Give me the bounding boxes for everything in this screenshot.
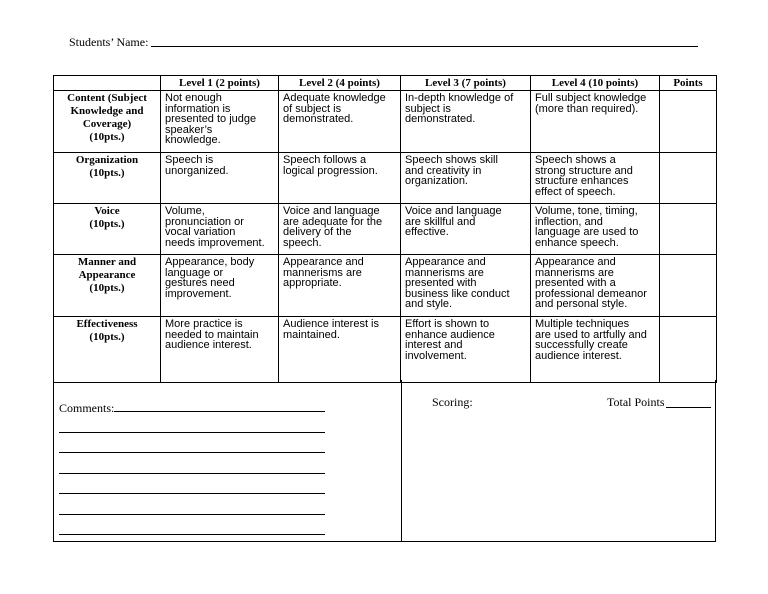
- level-description-text: are skillful and: [405, 215, 476, 228]
- level-description-text: gestures need: [165, 277, 235, 290]
- level-2-cell: [279, 153, 401, 204]
- criterion-text: (10pts.): [89, 282, 125, 294]
- level-description-text: maintained.: [283, 328, 340, 341]
- scoring-label: Scoring:: [432, 395, 473, 409]
- level-description-text: In-depth knowledge of: [405, 92, 514, 104]
- level-description-text: delivery of the: [283, 226, 352, 239]
- level-description-text: knowledge.: [165, 134, 221, 147]
- total-points-field[interactable]: [666, 407, 711, 408]
- level-description-text: professional demeanor: [535, 287, 647, 300]
- level-description-text: speaker’s: [165, 123, 213, 136]
- header-level-2: Level 2 (4 points): [279, 76, 401, 91]
- level-1-cell: [161, 317, 279, 383]
- level-3-cell: [401, 317, 531, 383]
- header-points: Points: [660, 76, 717, 91]
- level-description-text: vocal variation: [165, 226, 236, 239]
- level-description-text: (more than required).: [535, 102, 639, 115]
- level-description-text: involvement.: [405, 349, 467, 362]
- header-row: [54, 76, 717, 91]
- header-level-4: Level 4 (10 points): [531, 76, 660, 91]
- criterion-text: Manner and: [77, 256, 137, 268]
- points-cell[interactable]: [660, 153, 717, 204]
- bottom-section: [53, 380, 716, 542]
- level-description-text: Appearance and: [535, 256, 616, 268]
- student-name-label: Students’ Name:: [69, 35, 149, 49]
- level-4-cell: [531, 255, 660, 317]
- criterion-text: Organization: [75, 154, 139, 166]
- level-description-text: logical progression.: [283, 164, 378, 177]
- criterion-text: (10pts.): [89, 331, 125, 343]
- level-description-text: Not enough: [165, 92, 222, 104]
- level-description-text: structure enhances: [535, 175, 629, 188]
- total-points-label: Total Points: [607, 395, 665, 409]
- level-description-text: Appearance and: [283, 256, 364, 268]
- level-description-text: of subject is: [283, 102, 342, 115]
- level-description-text: needed to maintain: [165, 328, 259, 341]
- level-description-text: effective.: [405, 226, 449, 239]
- level-1-cell: [161, 153, 279, 204]
- level-3-cell: [401, 204, 531, 255]
- level-description-text: unorganized.: [165, 164, 229, 177]
- level-2-cell: [279, 317, 401, 383]
- comments-line[interactable]: [59, 493, 325, 494]
- header-criterion: [54, 76, 161, 91]
- comments-line[interactable]: [59, 432, 325, 433]
- criterion-text: Voice: [94, 205, 120, 217]
- level-description-text: mannerisms are: [405, 266, 484, 279]
- level-4-cell: [531, 204, 660, 255]
- level-description-text: inflection, and: [535, 215, 603, 228]
- level-description-text: More practice is: [165, 318, 243, 330]
- level-description-text: Speech follows a: [283, 154, 367, 166]
- points-cell[interactable]: [660, 317, 717, 383]
- level-description-text: information is: [165, 102, 231, 115]
- criterion-cell: [54, 317, 161, 383]
- level-description-text: enhance audience: [405, 328, 495, 341]
- level-description-text: Voice and language: [283, 205, 380, 217]
- level-1-cell: [161, 204, 279, 255]
- level-4-cell: [531, 317, 660, 383]
- criterion-text: Effectiveness: [76, 318, 138, 330]
- table-row: [54, 153, 717, 204]
- level-description-text: Audience interest is: [283, 318, 379, 330]
- criterion-cell: [54, 91, 161, 153]
- level-description-text: audience interest.: [165, 339, 252, 352]
- table-row: [54, 91, 717, 153]
- level-description-text: Full subject knowledge: [535, 92, 647, 104]
- level-description-text: successfully create: [535, 339, 628, 352]
- student-name-field[interactable]: [151, 46, 698, 47]
- criterion-text: (10pts.): [89, 131, 125, 143]
- rubric-table: [53, 75, 717, 383]
- criterion-text: Knowledge and: [70, 105, 144, 117]
- table-row: [54, 317, 717, 383]
- level-description-text: mannerisms are: [535, 266, 614, 279]
- level-description-text: presented with a: [535, 277, 616, 290]
- criterion-cell: [54, 204, 161, 255]
- comments-line[interactable]: [59, 514, 325, 515]
- criterion-text: (10pts.): [89, 167, 125, 179]
- level-description-text: audience interest.: [535, 349, 622, 362]
- level-2-cell: [279, 91, 401, 153]
- criterion-text: Content (Subject: [67, 92, 147, 104]
- criterion-text: (10pts.): [89, 218, 125, 230]
- level-2-cell: [279, 255, 401, 317]
- level-description-text: Effort is shown to: [405, 318, 490, 330]
- criterion-cell: [54, 255, 161, 317]
- points-cell[interactable]: [660, 204, 717, 255]
- comments-line[interactable]: [59, 452, 325, 453]
- level-description-text: effect of speech.: [535, 185, 616, 198]
- level-description-text: Appearance, body: [165, 256, 255, 268]
- level-description-text: Adequate knowledge: [283, 92, 386, 104]
- level-description-text: Volume,: [165, 205, 205, 217]
- bottom-divider: [401, 380, 402, 542]
- level-description-text: business like conduct: [405, 287, 510, 300]
- criterion-cell: [54, 153, 161, 204]
- level-description-text: Appearance and: [405, 256, 486, 268]
- level-description-text: language or: [165, 266, 224, 279]
- level-description-text: Volume, tone, timing,: [535, 205, 638, 217]
- comments-label: Comments:: [59, 401, 115, 415]
- level-description-text: presented to judge: [165, 113, 257, 126]
- level-description-text: improvement.: [165, 287, 232, 300]
- level-description-text: and personal style.: [535, 298, 628, 311]
- comments-line[interactable]: [114, 411, 325, 412]
- level-3-cell: [401, 91, 531, 153]
- level-description-text: are adequate for the: [283, 215, 383, 228]
- header-level-3: Level 3 (7 points): [401, 76, 531, 91]
- level-description-text: Speech shows skill: [405, 154, 498, 166]
- table-row: [54, 255, 717, 317]
- comments-line[interactable]: [59, 473, 325, 474]
- level-2-cell: [279, 204, 401, 255]
- level-4-cell: [531, 153, 660, 204]
- level-description-text: subject is: [405, 102, 451, 115]
- comments-line[interactable]: [59, 534, 325, 535]
- level-description-text: and creativity in: [405, 164, 482, 177]
- level-description-text: pronunciation or: [165, 215, 244, 228]
- level-description-text: Multiple techniques: [535, 318, 630, 330]
- level-description-text: mannerisms are: [283, 266, 362, 279]
- level-3-cell: [401, 153, 531, 204]
- level-1-cell: [161, 91, 279, 153]
- criterion-text: Appearance: [78, 269, 136, 281]
- header-level-1: Level 1 (2 points): [161, 76, 279, 91]
- level-description-text: interest and: [405, 339, 463, 352]
- level-description-text: and style.: [405, 298, 453, 311]
- table-row: [54, 204, 717, 255]
- level-description-text: needs improvement.: [165, 236, 265, 249]
- level-4-cell: [531, 91, 660, 153]
- points-cell[interactable]: [660, 91, 717, 153]
- level-1-cell: [161, 255, 279, 317]
- points-cell[interactable]: [660, 255, 717, 317]
- level-description-text: language are used to: [535, 226, 639, 239]
- level-description-text: enhance speech.: [535, 236, 619, 249]
- level-description-text: presented with: [405, 277, 477, 290]
- level-description-text: demonstrated.: [283, 113, 354, 126]
- level-description-text: Speech shows a: [535, 154, 616, 166]
- level-description-text: organization.: [405, 175, 468, 188]
- level-description-text: demonstrated.: [405, 113, 476, 126]
- level-description-text: Voice and language: [405, 205, 502, 217]
- criterion-text: Coverage): [82, 118, 132, 130]
- level-description-text: appropriate.: [283, 277, 342, 290]
- level-description-text: strong structure and: [535, 164, 633, 177]
- level-3-cell: [401, 255, 531, 317]
- level-description-text: are used to artfully and: [535, 328, 647, 341]
- level-description-text: speech.: [283, 236, 322, 249]
- level-description-text: Speech is: [165, 154, 214, 166]
